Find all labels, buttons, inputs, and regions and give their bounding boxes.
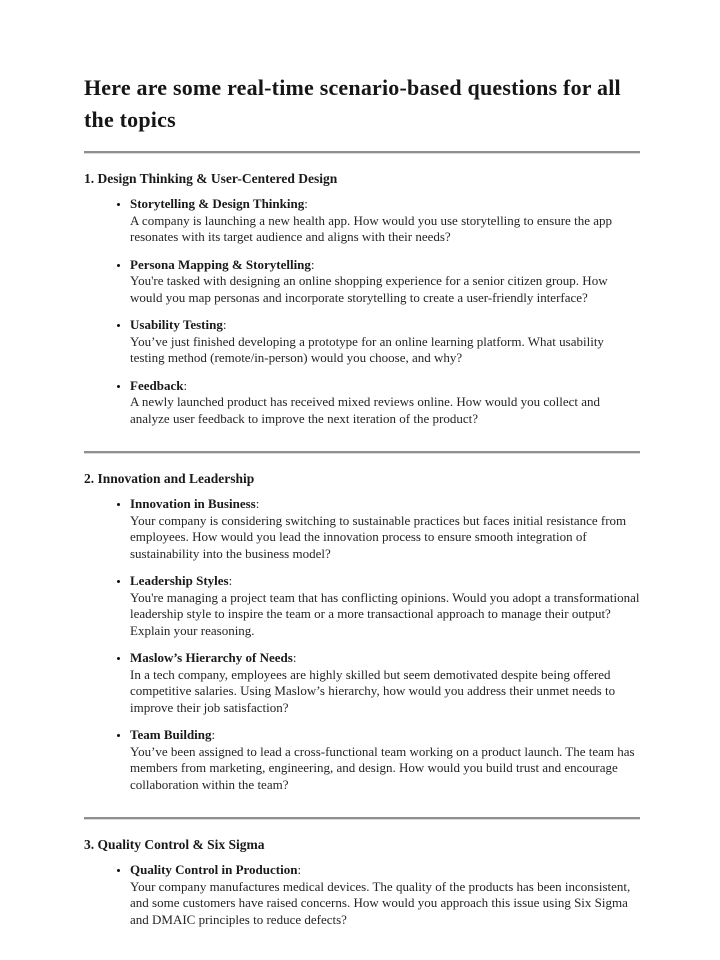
question-item [130,257,640,307]
question-text: In a tech company, employees are highly skilled but seem demotivated despite being offered competitive salaries. Using Maslow’s hierarchy, how would you address their unmet needs to improve their job satisfaction? [130,666,616,715]
question-item [130,317,640,367]
question-item [130,378,640,428]
question-topic: Storytelling & Design Thinking [130,196,305,211]
question-text: You're tasked with designing an online shopping experience for a senior citizen group. How would you map personas and incorporate storytelling to create a user-friendly interface? [130,273,608,305]
question-topic: Innovation in Business [130,496,256,511]
section-heading: 2. Innovation and Leadership [84,471,255,486]
question-list [84,496,640,793]
section-quality-control [84,836,640,928]
question-text: Your company is considering switching to sustainable practices but faces initial resistance from employees. How would you lead the innovation process to ensure smooth integration of sustainability into the business model? [130,512,627,561]
label-colon: : [292,650,297,665]
section-divider [84,151,640,154]
question-topic: Persona Mapping & Storytelling [130,256,311,272]
question-topic: Usability Testing [130,317,223,332]
section-divider [84,817,640,820]
label-colon: : [255,496,260,511]
question-list [84,196,640,427]
question-text: You’ve just finished developing a prototype for an online learning platform. What usability testing method (remote/in-person) would you choose, and why? [130,333,604,365]
question-topic: Maslow’s Hierarchy of Needs [130,650,293,665]
question-item [130,573,640,639]
label-colon: : [183,377,188,393]
question-topic: Quality Control in Production [130,862,298,877]
section-heading: 3. Quality Control & Six Sigma [84,837,265,852]
question-text: A company is launching a new health app. How would you use storytelling to ensure the app resonates with its target audience and aligns with their needs? [130,212,612,244]
question-item [130,496,640,562]
question-list [84,862,640,928]
label-colon: : [304,196,308,211]
page-title: Here are some real-time scenario-based questions for all the topics [84,75,621,132]
section-heading: 1. Design Thinking & User-Centered Design [84,171,338,186]
question-item [130,862,640,928]
label-colon: : [297,862,302,877]
section-divider [84,451,640,454]
question-text: You're managing a project team that has conflicting opinions. Would you adopt a transformational leadership style to inspire the team or a more transactional approach to manage their output? Explain your reasoning. [130,589,640,638]
label-colon: : [228,573,233,588]
label-colon: : [211,727,216,742]
question-topic: Feedback [130,377,184,393]
label-colon: : [222,317,227,332]
section-design-thinking [84,170,640,427]
question-topic: Team Building [130,727,212,742]
label-colon: : [310,256,315,272]
question-item [130,196,640,246]
question-text: You’ve been assigned to lead a cross-functional team working on a product launch. The team has members from marketing, engineering, and design. How would you build trust and encourage collaboration within the team? [130,743,635,792]
question-item [130,650,640,716]
question-text: A newly launched product has received mixed reviews online. How would you collect and analyze user feedback to improve the next iteration of the product? [130,394,601,426]
question-text: Your company manufactures medical devices. The quality of the products has been inconsistent, and some customers have raised concerns. How would you approach this issue using Six Sigma and DMAIC principles to reduce defects? [130,878,631,927]
section-innovation-leadership [84,470,640,793]
question-topic: Leadership Styles [130,573,229,588]
question-item [130,727,640,793]
